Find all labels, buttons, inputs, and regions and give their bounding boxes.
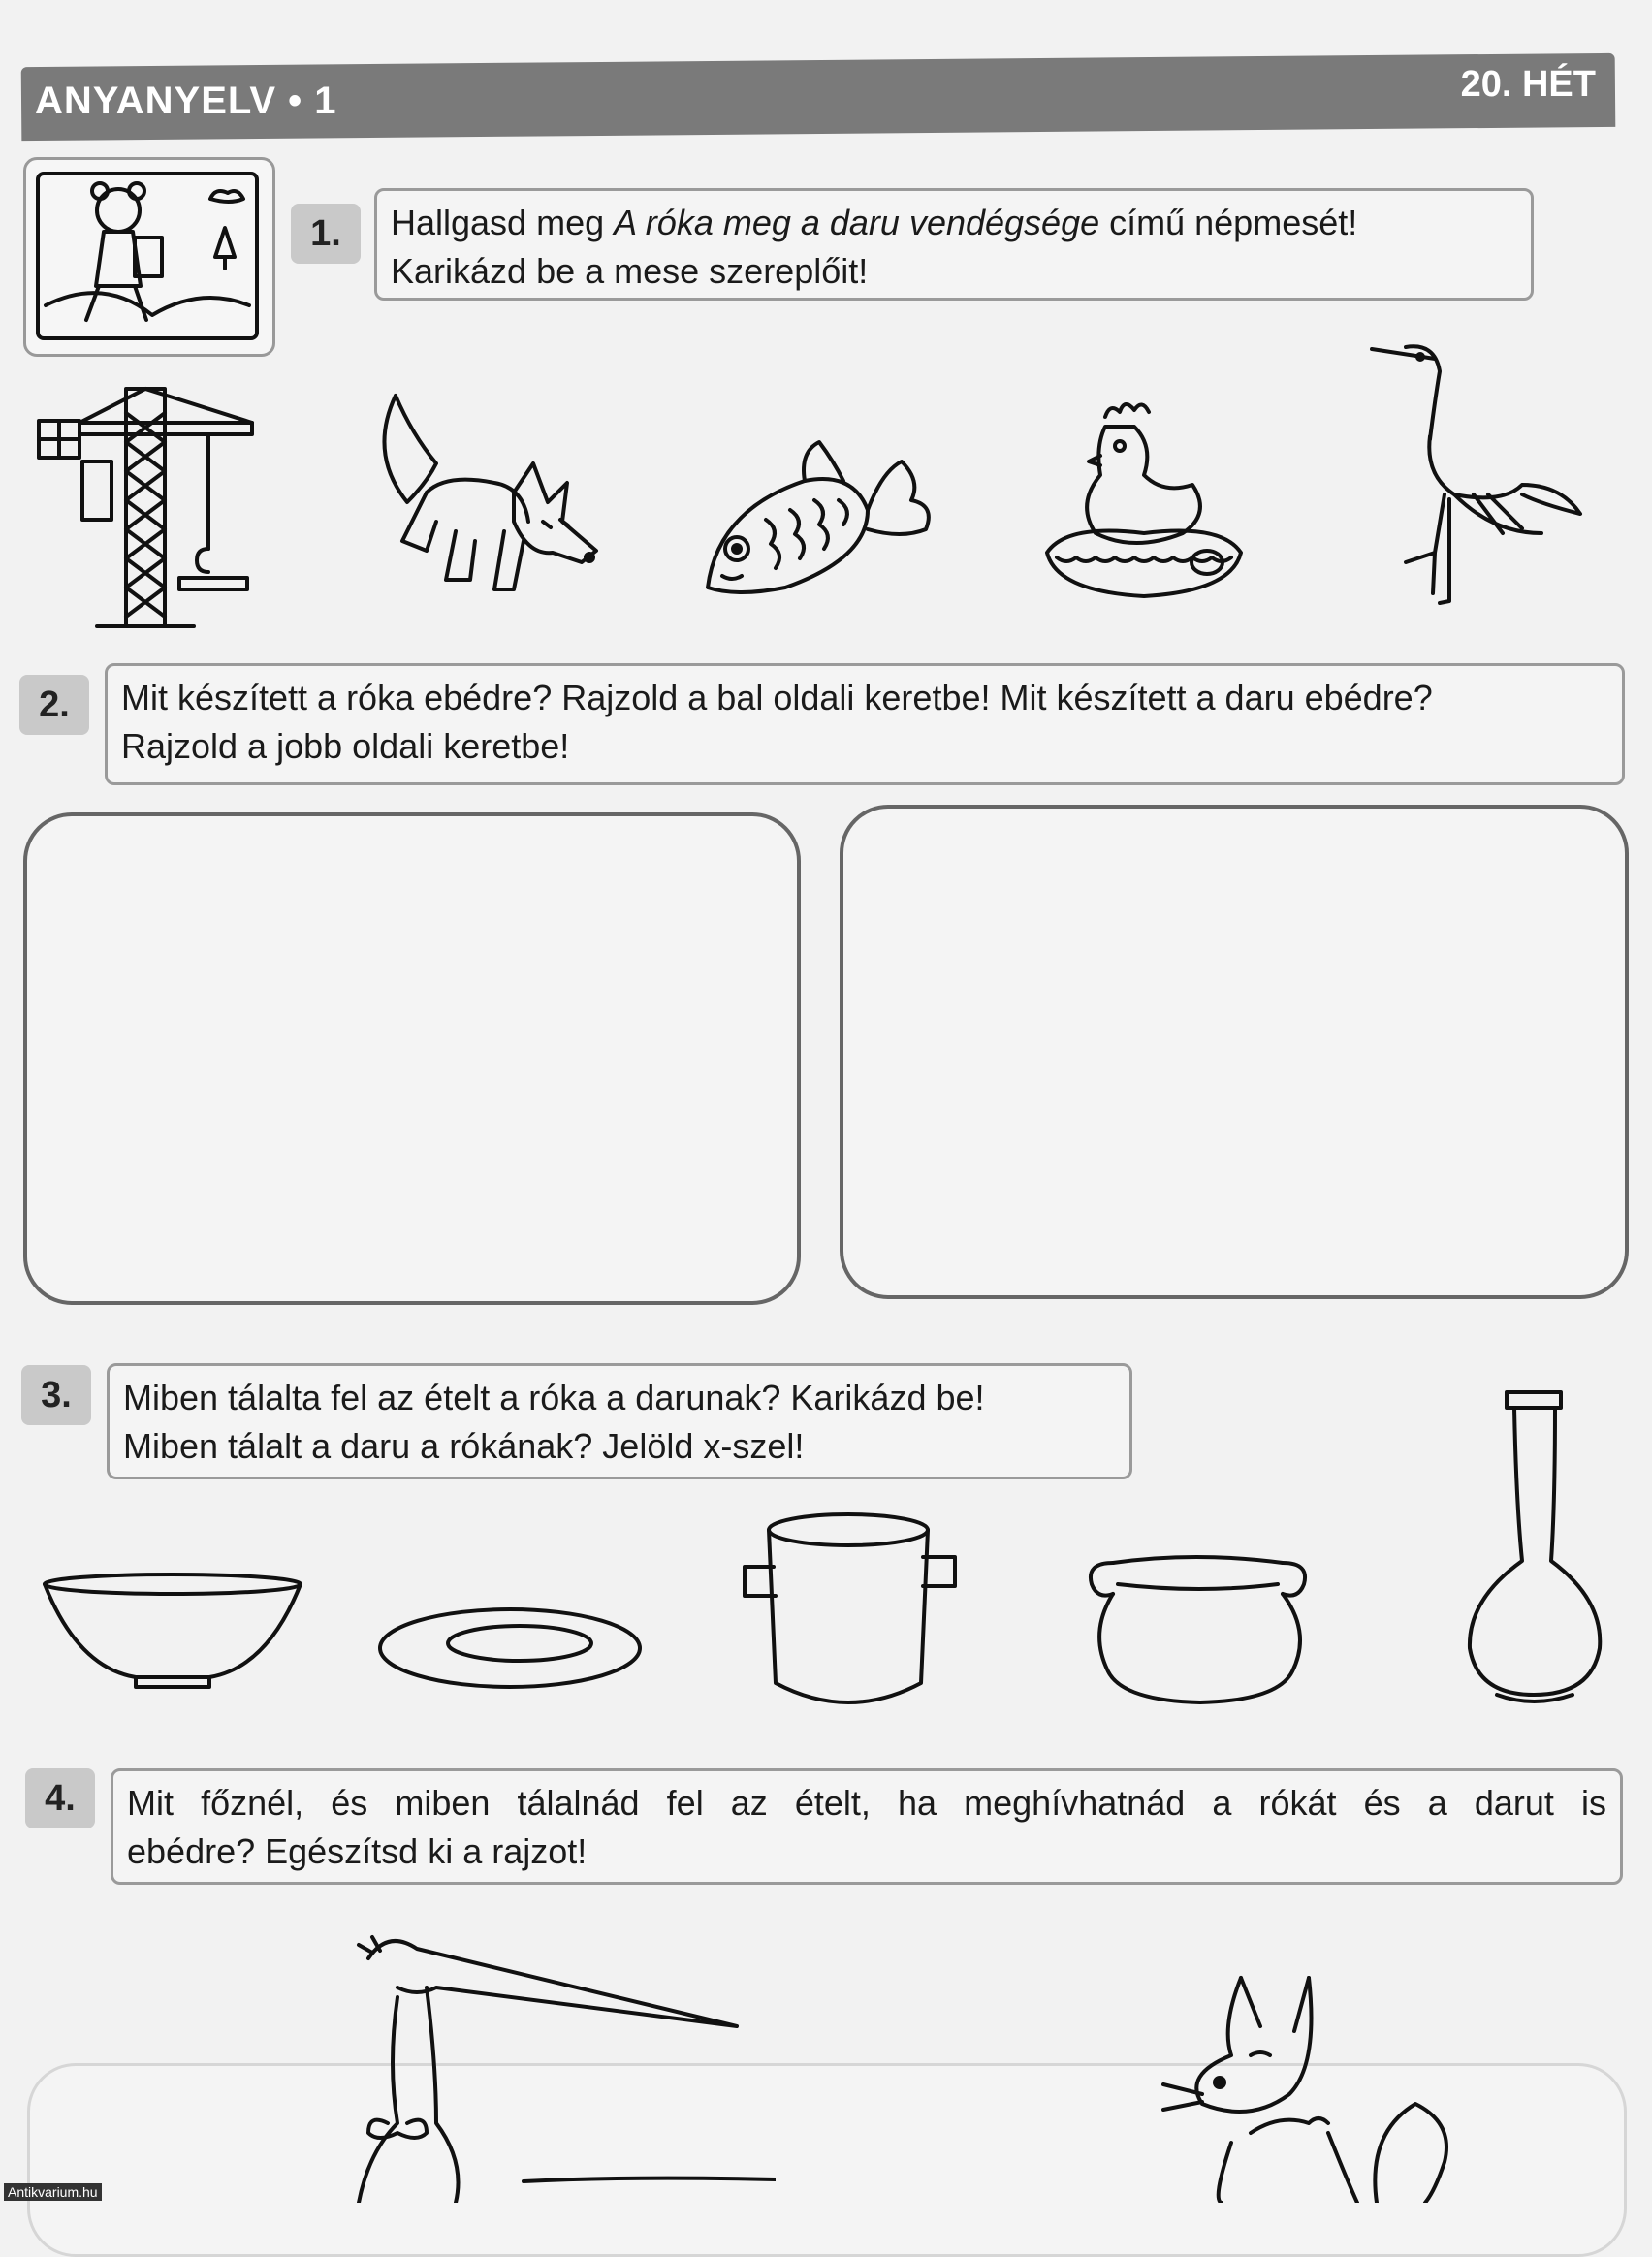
jar-picture[interactable]: [1084, 1545, 1326, 1710]
task-1-text-line2: Karikázd be a mese szereplőit!: [391, 251, 869, 291]
plate-picture[interactable]: [374, 1600, 646, 1697]
vase-picture[interactable]: [1458, 1386, 1613, 1716]
task-4-instruction: [111, 1768, 1623, 1885]
pot-picture[interactable]: [737, 1509, 960, 1722]
task-1-text-pre: Hallgasd meg: [391, 203, 615, 242]
tale-title: A róka meg a daru vendégsége: [614, 203, 1100, 242]
fox-picture[interactable]: [368, 386, 611, 619]
task-number: 3.: [21, 1365, 91, 1425]
task-2-instruction: [105, 663, 1625, 785]
bowl-picture[interactable]: [39, 1571, 310, 1697]
crane-machine-picture[interactable]: [29, 384, 262, 636]
hen-picture[interactable]: [1037, 397, 1251, 611]
task-number: 2.: [19, 675, 89, 735]
task-4-text-line2: ebédre? Egészítsd ki a rajzot!: [127, 1831, 588, 1871]
week-label: 20. HÉT: [1460, 64, 1596, 105]
fish-picture[interactable]: [698, 403, 931, 597]
task-number: 1.: [291, 204, 361, 264]
task-3-text-line2: Miben tálalt a daru a rókának? Jelöld x-szel!: [123, 1426, 805, 1466]
fox-character-drawing: [1125, 1968, 1474, 2203]
task-3-instruction: [107, 1363, 1132, 1479]
task-4-text-line1: Mit főznél, és miben tálalnád fel az ételt, ha meghívhatnád a rókát és a darut is: [127, 1783, 1606, 1823]
left-drawing-frame[interactable]: [23, 812, 801, 1305]
watermark: Antikvarium.hu: [4, 2183, 102, 2201]
task-1-text-post: című népmesét!: [1099, 203, 1358, 242]
task-1-instruction: [374, 188, 1534, 301]
crane-bird-character-drawing: [330, 1929, 776, 2203]
crane-bird-picture[interactable]: [1367, 339, 1590, 611]
right-drawing-frame[interactable]: [840, 805, 1629, 1299]
task-2-text-line1: Mit készített a róka ebédre? Rajzold a bal oldali keretbe! Mit készített a daru ebédre?: [121, 678, 1433, 717]
task-number: 4.: [25, 1768, 95, 1828]
task-3-text-line1: Miben tálalta fel az ételt a róka a darunak? Karikázd be!: [123, 1378, 985, 1417]
task-2-text-line2: Rajzold a jobb oldali keretbe!: [121, 726, 570, 766]
reading-bear-icon: [23, 157, 275, 357]
subject-title: ANYANYELV • 1: [35, 79, 337, 122]
